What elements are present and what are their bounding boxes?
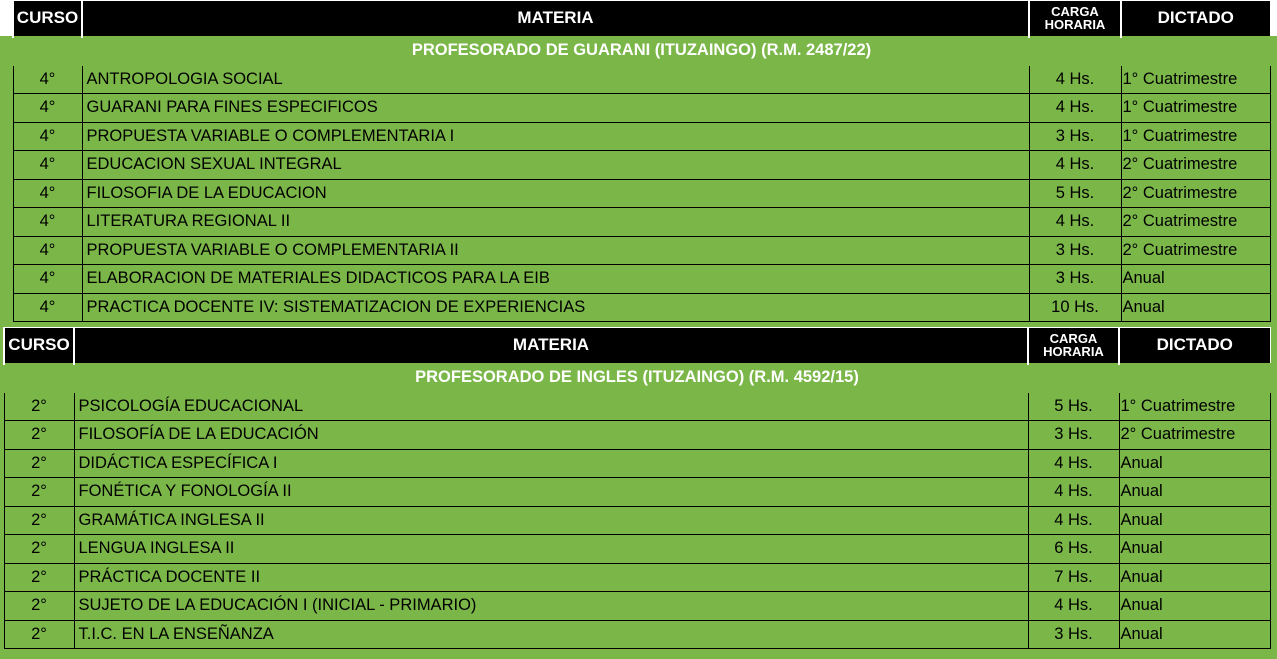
dictado-cell: Anual: [1121, 293, 1270, 322]
dictado-cell: Anual: [1119, 478, 1270, 507]
carga-cell: 4 Hs.: [1028, 506, 1119, 535]
dictado-cell: Anual: [1119, 620, 1270, 649]
curso-cell: 2°: [4, 421, 74, 450]
table-header: [13, 1, 1270, 37]
table-row: [13, 293, 1270, 322]
materia-cell: FONÉTICA Y FONOLOGÍA II: [74, 478, 1028, 507]
materia-cell: ANTROPOLOGIA SOCIAL: [82, 65, 1029, 94]
dictado-cell: Anual: [1119, 506, 1270, 535]
carga-cell: 4 Hs.: [1028, 478, 1119, 507]
materia-cell: GUARANI PARA FINES ESPECIFICOS: [82, 94, 1029, 123]
carga-cell: 3 Hs.: [1028, 620, 1119, 649]
dictado-header: DICTADO: [1119, 328, 1270, 364]
curso-cell: 4°: [13, 122, 82, 151]
table-row: [4, 535, 1270, 564]
table-row: [4, 392, 1270, 421]
dictado-cell: 2° Cuatrimestre: [1119, 421, 1270, 450]
table-row: [13, 179, 1270, 208]
dictado-cell: 1° Cuatrimestre: [1121, 94, 1270, 123]
curso-cell: 4°: [13, 293, 82, 322]
curso-cell: 2°: [4, 592, 74, 621]
carga-cell: 3 Hs.: [1029, 122, 1121, 151]
curso-cell: 2°: [4, 506, 74, 535]
table-row: [4, 506, 1270, 535]
table-row: [13, 151, 1270, 180]
carga-cell: 7 Hs.: [1028, 563, 1119, 592]
curso-cell: 4°: [13, 151, 82, 180]
dictado-cell: 1° Cuatrimestre: [1121, 122, 1270, 151]
curso-cell: 4°: [13, 208, 82, 237]
materia-cell: PSICOLOGÍA EDUCACIONAL: [74, 392, 1028, 421]
curso-cell: 4°: [13, 236, 82, 265]
curso-cell: 2°: [4, 563, 74, 592]
dictado-cell: Anual: [1121, 265, 1270, 294]
carga-cell: 4 Hs.: [1029, 208, 1121, 237]
bottom-green-strip: [0, 654, 1277, 659]
carga-cell: 4 Hs.: [1028, 592, 1119, 621]
carga-cell: 10 Hs.: [1029, 293, 1121, 322]
curso-cell: 2°: [4, 620, 74, 649]
carga-cell: 5 Hs.: [1029, 179, 1121, 208]
materia-cell: DIDÁCTICA ESPECÍFICA I: [74, 449, 1028, 478]
dictado-cell: 2° Cuatrimestre: [1121, 151, 1270, 180]
materia-cell: ELABORACION DE MATERIALES DIDACTICOS PARA LA EIB: [82, 265, 1029, 294]
section-title-row: [4, 364, 1270, 392]
section-title: PROFESORADO DE INGLES (ITUZAINGO) (R.M. 4592/15): [4, 364, 1270, 392]
materia-cell: LITERATURA REGIONAL II: [82, 208, 1029, 237]
table-row: [13, 94, 1270, 123]
curso-cell: 2°: [4, 478, 74, 507]
curso-cell: 4°: [13, 179, 82, 208]
dictado-cell: 2° Cuatrimestre: [1121, 236, 1270, 265]
materia-cell: GRAMÁTICA INGLESA II: [74, 506, 1028, 535]
table-row: [4, 563, 1270, 592]
curso-cell: 4°: [13, 94, 82, 123]
materia-header: MATERIA: [82, 1, 1029, 37]
carga-cell: 3 Hs.: [1028, 421, 1119, 450]
dictado-cell: Anual: [1119, 592, 1270, 621]
table-header: [4, 328, 1270, 364]
dictado-cell: 1° Cuatrimestre: [1119, 392, 1270, 421]
dictado-cell: Anual: [1119, 535, 1270, 564]
carga-cell: 3 Hs.: [1029, 236, 1121, 265]
materia-cell: SUJETO DE LA EDUCACIÓN I (INICIAL - PRIMARIO): [74, 592, 1028, 621]
table-row: [4, 592, 1270, 621]
materia-cell: FILOSOFÍA DE LA EDUCACIÓN: [74, 421, 1028, 450]
materia-cell: PROPUESTA VARIABLE O COMPLEMENTARIA II: [82, 236, 1029, 265]
materia-cell: PRÁCTICA DOCENTE II: [74, 563, 1028, 592]
curso-cell: 4°: [13, 65, 82, 94]
carga-cell: 5 Hs.: [1028, 392, 1119, 421]
ingles-table: [3, 327, 1271, 649]
carga-cell: 4 Hs.: [1029, 65, 1121, 94]
carga-cell: 3 Hs.: [1029, 265, 1121, 294]
carga-cell: 6 Hs.: [1028, 535, 1119, 564]
guarani-table: [12, 0, 1271, 322]
curso-cell: 4°: [13, 265, 82, 294]
carga-cell: 4 Hs.: [1029, 151, 1121, 180]
table-row: [4, 421, 1270, 450]
dictado-cell: 1° Cuatrimestre: [1121, 65, 1270, 94]
materia-cell: T.I.C. EN LA ENSEÑANZA: [74, 620, 1028, 649]
table-row: [13, 208, 1270, 237]
carga-horaria-header: CARGA HORARIA: [1029, 1, 1121, 37]
table-row: [13, 265, 1270, 294]
dictado-cell: Anual: [1119, 563, 1270, 592]
curso-cell: 2°: [4, 392, 74, 421]
carga-horaria-header: CARGA HORARIA: [1028, 328, 1119, 364]
curso-header: CURSO: [13, 1, 82, 37]
materia-cell: EDUCACION SEXUAL INTEGRAL: [82, 151, 1029, 180]
curso-header: CURSO: [4, 328, 74, 364]
dictado-header: DICTADO: [1121, 1, 1270, 37]
curso-cell: 2°: [4, 535, 74, 564]
table-row: [4, 478, 1270, 507]
dictado-cell: 2° Cuatrimestre: [1121, 208, 1270, 237]
section-title: PROFESORADO DE GUARANI (ITUZAINGO) (R.M. 2487/22): [13, 37, 1270, 65]
materia-cell: PROPUESTA VARIABLE O COMPLEMENTARIA I: [82, 122, 1029, 151]
carga-cell: 4 Hs.: [1028, 449, 1119, 478]
table-row: [13, 65, 1270, 94]
dictado-cell: 2° Cuatrimestre: [1121, 179, 1270, 208]
materia-cell: FILOSOFIA DE LA EDUCACION: [82, 179, 1029, 208]
section-title-row: [13, 37, 1270, 65]
materia-header: MATERIA: [74, 328, 1028, 364]
materia-cell: LENGUA INGLESA II: [74, 535, 1028, 564]
table-row: [13, 122, 1270, 151]
carga-cell: 4 Hs.: [1029, 94, 1121, 123]
table-row: [13, 236, 1270, 265]
materia-cell: PRACTICA DOCENTE IV: SISTEMATIZACION DE EXPERIENCIAS: [82, 293, 1029, 322]
table-row: [4, 620, 1270, 649]
table-row: [4, 449, 1270, 478]
curso-cell: 2°: [4, 449, 74, 478]
dictado-cell: Anual: [1119, 449, 1270, 478]
